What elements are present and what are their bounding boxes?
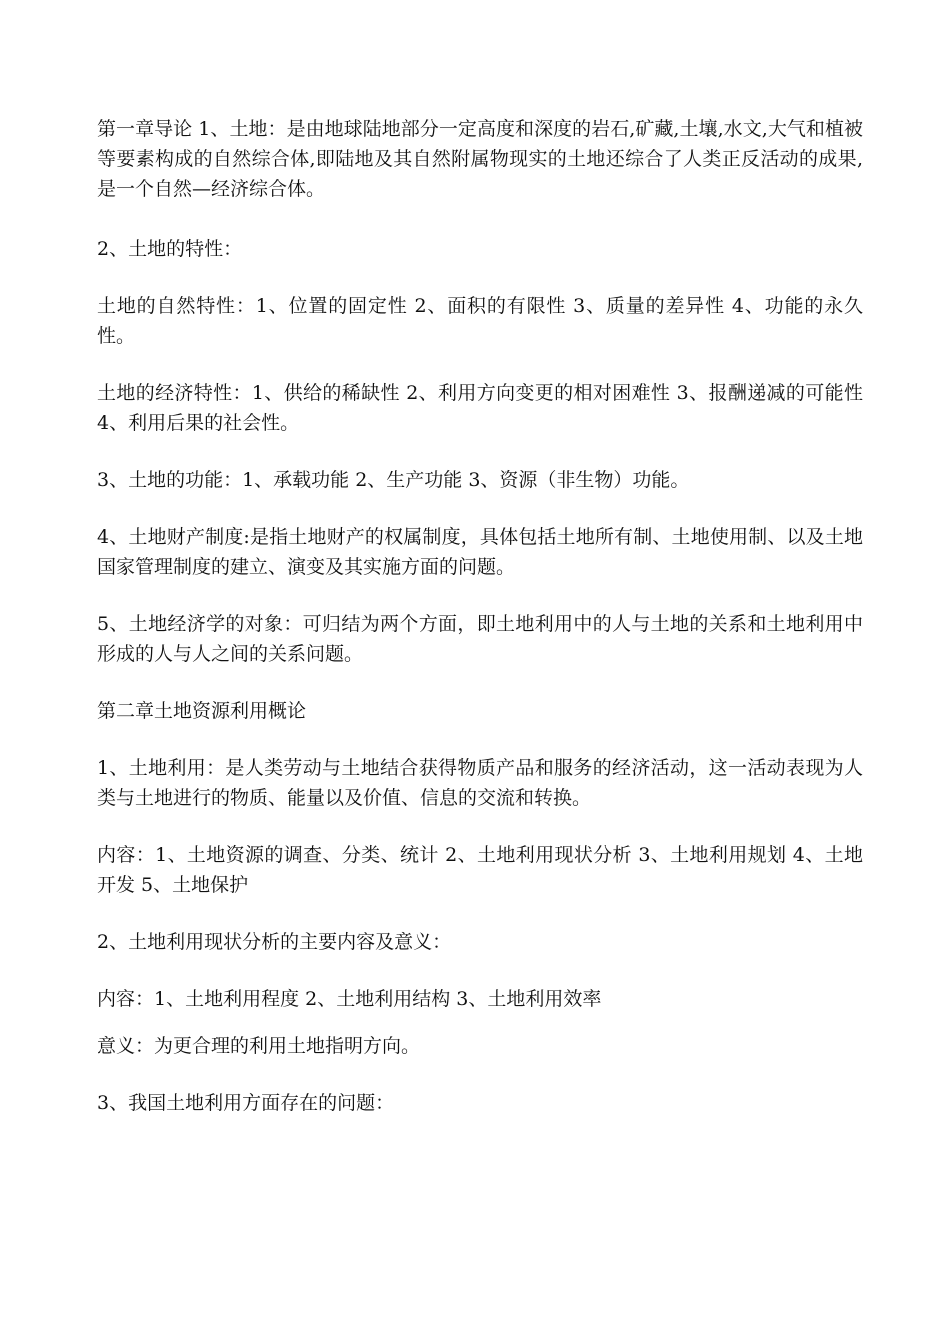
paragraph-economic-characteristics: 土地的经济特性：1、供给的稀缺性 2、利用方向变更的相对困难性 3、报酬递减的可能性 4、利用后果的社会性。	[97, 382, 863, 434]
document-body	[97, 114, 863, 1145]
paragraph-land-economics-object: 5、土地经济学的对象：可归结为两个方面，即土地利用中的人与土地的关系和土地利用中形成的人与人之间的关系问题。	[97, 613, 863, 665]
paragraph-land-use-definition: 1、土地利用：是人类劳动与土地结合获得物质产品和服务的经济活动，这一活动表现为人类与土地进行的物质、能量以及价值、信息的交流和转换。	[97, 757, 863, 809]
paragraph-natural-characteristics: 土地的自然特性：1、位置的固定性 2、面积的有限性 3、质量的差异性 4、功能的永久性。	[97, 295, 863, 347]
paragraph-chapter1-land-definition: 第一章导论 1、土地：是由地球陆地部分一定高度和深度的岩石,矿藏,土壤,水文,大气和植被等要素构成的自然综合体,即陆地及其自然附属物现实的土地还综合了人类正反活动的成果,是一个自然—经济综合体。	[97, 118, 863, 200]
paragraph-status-analysis-content: 内容：1、土地利用程度 2、土地利用结构 3、土地利用效率	[97, 988, 602, 1010]
paragraph-status-analysis-meaning: 意义：为更合理的利用土地指明方向。	[97, 1035, 421, 1057]
paragraph-land-characteristics-heading: 2、土地的特性：	[97, 238, 243, 260]
paragraph-chapter2-heading: 第二章土地资源利用概论	[97, 700, 307, 722]
paragraph-land-property-system: 4、土地财产制度:是指土地财产的权属制度，具体包括土地所有制、土地使用制、以及土地国家管理制度的建立、演变及其实施方面的问题。	[97, 526, 863, 578]
paragraph-land-use-content: 内容：1、土地资源的调查、分类、统计 2、土地利用现状分析 3、土地利用规划 4、土地开发 5、土地保护	[97, 844, 863, 896]
paragraph-status-analysis-heading: 2、土地利用现状分析的主要内容及意义：	[97, 931, 452, 953]
paragraph-land-functions: 3、土地的功能：1、承载功能 2、生产功能 3、资源（非生物）功能。	[97, 469, 690, 491]
paragraph-land-use-problems-heading: 3、我国土地利用方面存在的问题：	[97, 1092, 395, 1114]
